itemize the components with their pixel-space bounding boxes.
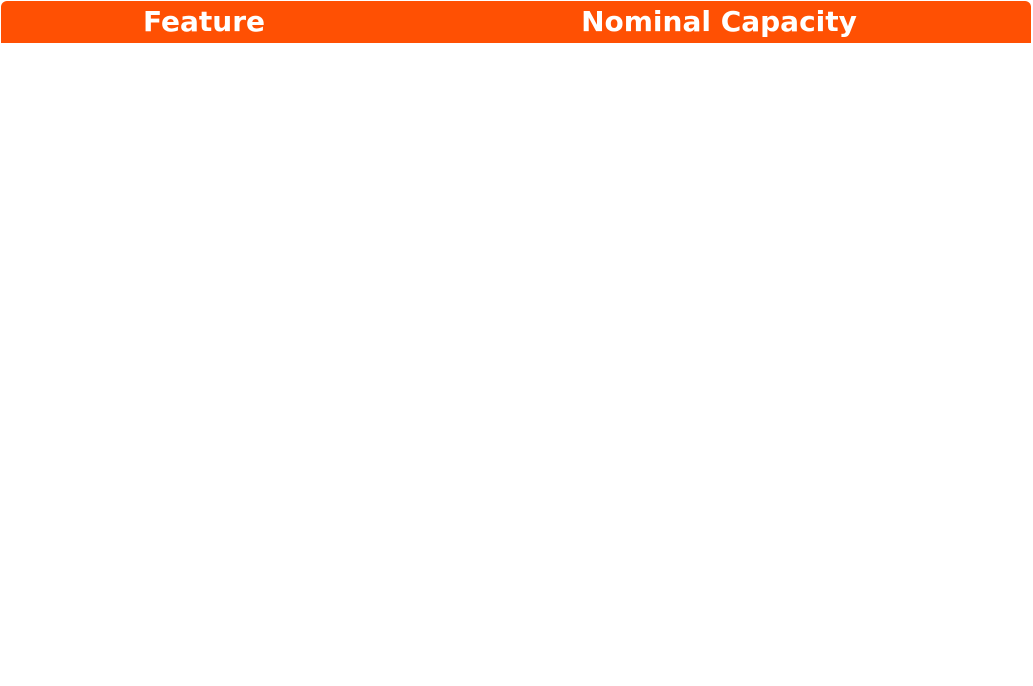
column-header-feature: Feature <box>143 5 265 38</box>
column-header-nominal-capacity: Nominal Capacity <box>581 5 857 38</box>
table-header-row <box>1 1 1031 43</box>
feature-capacity-table <box>1 1 1031 43</box>
